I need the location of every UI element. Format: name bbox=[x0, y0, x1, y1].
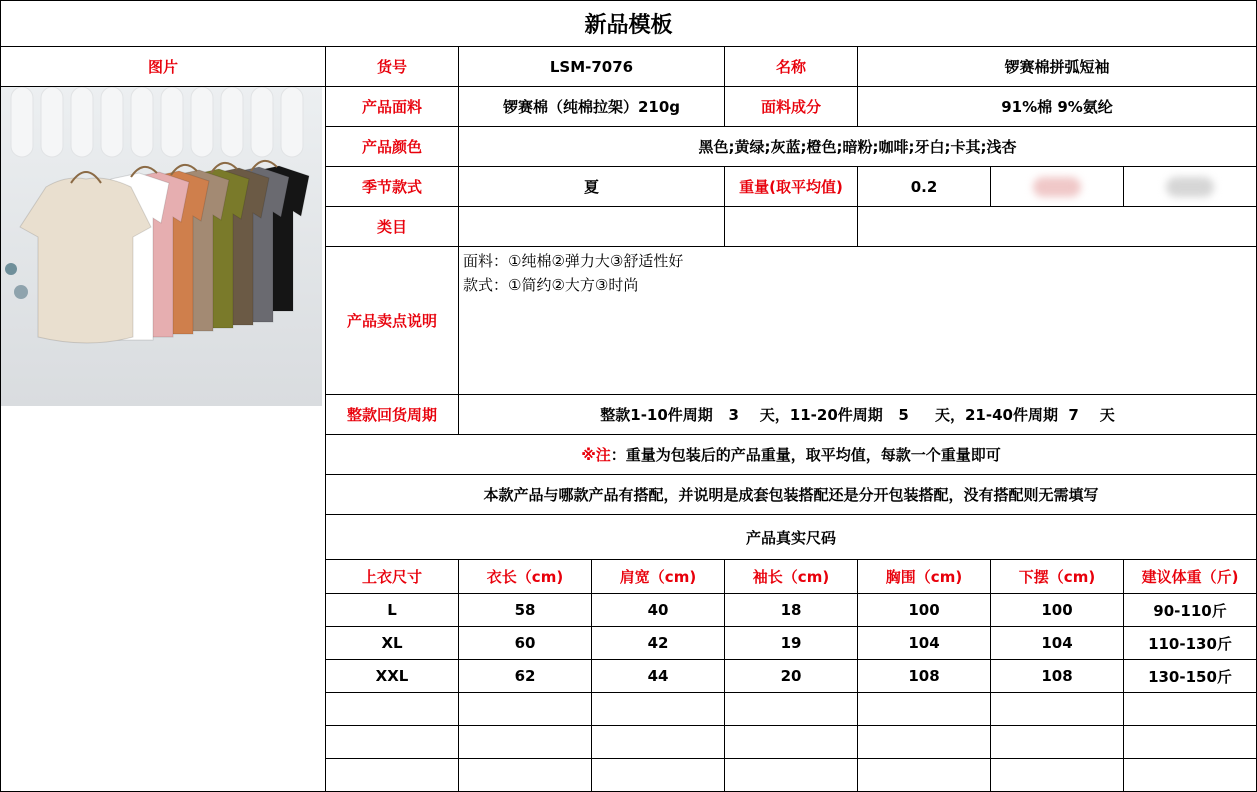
table-cell: 19 bbox=[725, 627, 858, 660]
size-header-length: 衣长（cm) bbox=[459, 560, 592, 594]
size-header-sleeve: 袖长（cm) bbox=[725, 560, 858, 594]
empty-cell[interactable] bbox=[592, 726, 725, 759]
table-cell: 62 bbox=[459, 660, 592, 693]
season-value: 夏 bbox=[459, 167, 725, 207]
fabric-value: 锣赛棉（纯棉拉架）210g bbox=[459, 87, 725, 127]
weight-value: 0.2 bbox=[858, 167, 991, 207]
image-label: 图片 bbox=[0, 47, 326, 87]
empty-cell[interactable] bbox=[991, 693, 1124, 726]
blurred-mark bbox=[1033, 177, 1081, 197]
size-header-weight: 建议体重（斤) bbox=[1124, 560, 1257, 594]
page-title: 新品模板 bbox=[0, 0, 1257, 47]
restock-value: 整款1-10件周期 3 天，11-20件周期 5 天，21-40件周期 7 天 bbox=[459, 395, 1257, 435]
empty-cell[interactable] bbox=[592, 693, 725, 726]
table-cell: 18 bbox=[725, 594, 858, 627]
selling-points-label: 产品卖点说明 bbox=[326, 247, 459, 395]
composition-label: 面料成分 bbox=[725, 87, 858, 127]
selling-points-content bbox=[459, 247, 1257, 395]
table-cell: 108 bbox=[858, 660, 991, 693]
blurred-cell-2 bbox=[1124, 167, 1257, 207]
colors-label: 产品颜色 bbox=[326, 127, 459, 167]
empty-cell[interactable] bbox=[991, 726, 1124, 759]
empty-cell[interactable] bbox=[858, 726, 991, 759]
name-label: 名称 bbox=[725, 47, 858, 87]
table-cell: L bbox=[326, 594, 459, 627]
table-cell: XXL bbox=[326, 660, 459, 693]
table-cell: XL bbox=[326, 627, 459, 660]
colors-value: 黑色;黄绿;灰蓝;橙色;暗粉;咖啡;牙白;卡其;浅杏 bbox=[459, 127, 1257, 167]
empty-cell[interactable] bbox=[858, 759, 991, 792]
table-cell: 104 bbox=[991, 627, 1124, 660]
empty-cell[interactable] bbox=[1124, 759, 1257, 792]
size-header-size: 上衣尺寸 bbox=[326, 560, 459, 594]
size-header-hem: 下摆（cm) bbox=[991, 560, 1124, 594]
empty-cell[interactable] bbox=[725, 726, 858, 759]
empty-cell[interactable] bbox=[326, 726, 459, 759]
sku-label: 货号 bbox=[326, 47, 459, 87]
empty-cell[interactable] bbox=[459, 759, 592, 792]
weight-note bbox=[326, 435, 1257, 475]
empty-cell[interactable] bbox=[991, 759, 1124, 792]
empty-cell[interactable] bbox=[326, 759, 459, 792]
empty-cell[interactable] bbox=[858, 693, 991, 726]
empty-cell[interactable] bbox=[725, 759, 858, 792]
sku-value: LSM-7076 bbox=[459, 47, 725, 87]
size-table-title: 产品真实尺码 bbox=[326, 515, 1257, 560]
table-cell: 58 bbox=[459, 594, 592, 627]
category-cell-2[interactable] bbox=[725, 207, 858, 247]
table-cell: 100 bbox=[991, 594, 1124, 627]
category-cell-1[interactable] bbox=[459, 207, 725, 247]
size-header-shoulder: 肩宽（cm) bbox=[592, 560, 725, 594]
table-cell: 44 bbox=[592, 660, 725, 693]
table-cell: 130-150斤 bbox=[1124, 660, 1257, 693]
product-photo bbox=[1, 87, 322, 406]
table-cell: 100 bbox=[858, 594, 991, 627]
size-header-chest: 胸围（cm) bbox=[858, 560, 991, 594]
empty-cell[interactable] bbox=[1124, 726, 1257, 759]
name-value: 锣赛棉拼弧短袖 bbox=[858, 47, 1257, 87]
category-label: 类目 bbox=[326, 207, 459, 247]
composition-value: 91%棉 9%氨纶 bbox=[858, 87, 1257, 127]
note-text: ：重量为包装后的产品重量，取平均值，每款一个重量即可 bbox=[610, 446, 1001, 464]
empty-cell[interactable] bbox=[1124, 693, 1257, 726]
season-label: 季节款式 bbox=[326, 167, 459, 207]
table-cell: 108 bbox=[991, 660, 1124, 693]
table-cell: 60 bbox=[459, 627, 592, 660]
table-cell: 42 bbox=[592, 627, 725, 660]
empty-cell[interactable] bbox=[592, 759, 725, 792]
table-cell: 90-110斤 bbox=[1124, 594, 1257, 627]
table-cell: 104 bbox=[858, 627, 991, 660]
table-cell: 40 bbox=[592, 594, 725, 627]
selling-points-line-1: 面料：①纯棉②弹力大③舒适性好 bbox=[463, 252, 684, 270]
empty-cell[interactable] bbox=[326, 693, 459, 726]
selling-points-line-2: 款式：①简约②大方③时尚 bbox=[463, 276, 639, 294]
blurred-mark bbox=[1166, 177, 1214, 197]
empty-cell[interactable] bbox=[725, 693, 858, 726]
blurred-cell-1 bbox=[991, 167, 1124, 207]
table-cell: 110-130斤 bbox=[1124, 627, 1257, 660]
matching-note: 本款产品与哪款产品有搭配，并说明是成套包装搭配还是分开包装搭配，没有搭配则无需填写 bbox=[326, 475, 1257, 515]
empty-cell[interactable] bbox=[459, 693, 592, 726]
weight-label: 重量(取平均值) bbox=[725, 167, 858, 207]
category-cell-3[interactable] bbox=[858, 207, 1257, 247]
restock-label: 整款回货周期 bbox=[326, 395, 459, 435]
fabric-label: 产品面料 bbox=[326, 87, 459, 127]
table-cell: 20 bbox=[725, 660, 858, 693]
empty-cell[interactable] bbox=[459, 726, 592, 759]
note-mark: ※注 bbox=[581, 446, 611, 464]
